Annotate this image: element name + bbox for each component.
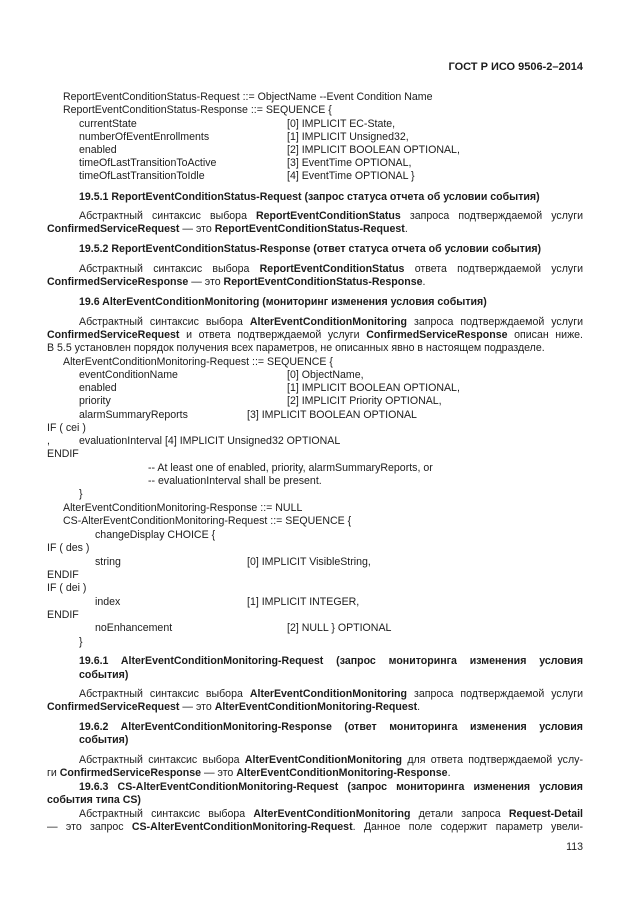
asn1-conditional: ENDIF — [47, 569, 79, 581]
asn1-field-name: enabled — [79, 382, 117, 394]
text-run: Абстрактный синтаксис выбора — [79, 754, 245, 766]
asn1-field-type: [1] IMPLICIT BOOLEAN OPTIONAL, — [287, 382, 460, 394]
term-bold: AlterEventConditionMonitoring — [249, 316, 407, 328]
term-bold: CS-AlterEventConditionMonitoring-Request — [131, 821, 353, 833]
text-run: и ответа подтверждаемой услуги — [179, 329, 367, 341]
text-run: для ответа подтверждаемой услу- — [402, 754, 583, 766]
paragraph-line — [47, 767, 451, 780]
asn1-field-type: [4] EventTime OPTIONAL } — [287, 170, 415, 182]
asn1-line: CS-AlterEventConditionMonitoring-Request ::= SEQUENCE { — [63, 515, 352, 527]
paragraph-line — [79, 316, 583, 329]
asn1-conditional: ENDIF — [47, 609, 79, 621]
term-bold: ConfirmedServiceRequest — [47, 329, 180, 341]
term-bold: ConfirmedServiceRequest — [47, 701, 180, 713]
asn1-conditional: IF ( dei ) — [47, 582, 87, 594]
text-run: — это запрос — [47, 821, 132, 833]
paragraph-line — [79, 210, 583, 223]
section-heading-19-6: 19.6 AlterEventConditionMonitoring (мониторинг изменения условия события) — [79, 296, 487, 308]
text-run: . — [417, 701, 421, 713]
term-bold: ConfirmedServiceResponse — [366, 329, 508, 341]
term-bold: ConfirmedServiceRequest — [47, 223, 180, 235]
term-bold: AlterEventConditionMonitoring — [249, 688, 407, 700]
section-heading-19-6-1: 19.6.1 AlterEventConditionMonitoring-Request (запрос мониторинга изменения условия — [79, 655, 583, 667]
paragraph-line — [79, 754, 583, 767]
asn1-field-name: enabled — [79, 144, 117, 156]
asn1-comment: -- evaluationInterval shall be present. — [148, 475, 322, 487]
asn1-field-name: alarmSummaryReports — [79, 409, 188, 421]
asn1-field-type: [0] IMPLICIT EC-State, — [287, 118, 396, 130]
text-run: описан ниже. — [507, 329, 583, 341]
text-run: — это — [179, 223, 215, 235]
asn1-line: AlterEventConditionMonitoring-Request ::= SEQUENCE { — [63, 356, 333, 368]
paragraph-line — [47, 821, 583, 834]
asn1-brace: } — [79, 488, 83, 500]
text-run: — это — [201, 767, 237, 779]
text-run: ги — [47, 767, 60, 779]
document-header-id: ГОСТ Р ИСО 9506-2–2014 — [448, 61, 583, 73]
term-bold: ConfirmedServiceResponse — [47, 276, 189, 288]
text-run: запроса подтверждаемой услуги — [406, 688, 583, 700]
asn1-line: AlterEventConditionMonitoring-Response ::= NULL — [63, 502, 303, 514]
term-bold: ReportEventConditionStatus — [259, 263, 405, 275]
paragraph-line — [79, 688, 583, 701]
section-heading-19-5-2: 19.5.2 ReportEventConditionStatus-Response (ответ статуса отчета об условии события) — [79, 243, 542, 255]
term-bold: ReportEventConditionStatus-Request — [214, 223, 405, 235]
page-number: 113 — [566, 841, 583, 853]
asn1-field-type: [2] IMPLICIT Priority OPTIONAL, — [287, 395, 442, 407]
text-run: Абстрактный синтаксис выбора — [79, 808, 254, 820]
asn1-field-name: index — [95, 596, 121, 608]
text-run: . — [422, 276, 426, 288]
asn1-field-type: [0] IMPLICIT VisibleString, — [247, 556, 371, 568]
term-bold: AlterEventConditionMonitoring — [244, 754, 403, 766]
text-run: детали запроса — [410, 808, 509, 820]
text-run: Абстрактный синтаксис выбора — [79, 316, 250, 328]
asn1-field-type: [1] IMPLICIT INTEGER, — [247, 596, 360, 608]
asn1-field-name: eventConditionName — [79, 369, 178, 381]
section-heading-19-6-1-cont: события) — [79, 669, 129, 681]
asn1-conditional: IF ( cei ) — [47, 422, 86, 434]
asn1-field-name: currentState — [79, 118, 137, 130]
asn1-field-def: evaluationInterval [4] IMPLICIT Unsigned32 OPTIONAL — [79, 435, 341, 447]
paragraph-line — [79, 263, 583, 276]
term-bold: AlterEventConditionMonitoring-Request — [214, 701, 418, 713]
text-run: В 5.5 установлен порядок получения всех параметров, не описанных явно в настоящем подразделе. — [47, 342, 545, 354]
text-run: ответа подтверждаемой услуги — [404, 263, 583, 275]
paragraph-line — [47, 329, 583, 342]
section-heading-19-5-1: 19.5.1 ReportEventConditionStatus-Request (запрос статуса отчета об условии события) — [79, 191, 540, 203]
asn1-brace: } — [79, 636, 83, 648]
text-run: Абстрактный синтаксис выбора — [79, 263, 260, 275]
text-run: — это — [179, 701, 215, 713]
asn1-separator: , — [47, 435, 50, 447]
asn1-comment: -- At least one of enabled, priority, alarmSummaryReports, or — [148, 462, 433, 474]
text-run: запроса подтверждаемой услуги — [400, 210, 583, 222]
asn1-field-type: [3] IMPLICIT BOOLEAN OPTIONAL — [247, 409, 417, 421]
term-bold: ReportEventConditionStatus-Response — [223, 276, 423, 288]
asn1-field-type: [2] NULL } OPTIONAL — [287, 622, 392, 634]
text-run: Абстрактный синтаксис выбора — [79, 688, 250, 700]
asn1-field-name: string — [95, 556, 121, 568]
section-heading-19-6-3-cont: события типа CS) — [47, 794, 141, 806]
asn1-line: changeDisplay CHOICE { — [95, 529, 216, 541]
text-run: Абстрактный синтаксис выбора — [79, 210, 257, 222]
asn1-field-type: [2] IMPLICIT BOOLEAN OPTIONAL, — [287, 144, 460, 156]
asn1-field-name: timeOfLastTransitionToActive — [79, 157, 217, 169]
paragraph-line — [47, 276, 425, 289]
term-bold: AlterEventConditionMonitoring-Response — [236, 767, 448, 779]
asn1-field-type: [0] ObjectName, — [287, 369, 364, 381]
text-run: . Данное поле содержит параметр увели- — [352, 821, 583, 833]
asn1-conditional: IF ( des ) — [47, 542, 90, 554]
section-heading-19-6-2-cont: события) — [79, 734, 129, 746]
asn1-field-name: priority — [79, 395, 111, 407]
asn1-field-name: timeOfLastTransitionToIdle — [79, 170, 205, 182]
text-run: запроса подтверждаемой услуги — [406, 316, 583, 328]
term-bold: Request-Detail — [508, 808, 583, 820]
text-run: . — [447, 767, 451, 779]
asn1-line: ReportEventConditionStatus-Response ::= SEQUENCE { — [63, 104, 332, 116]
paragraph-line — [47, 342, 545, 355]
asn1-conditional: ENDIF — [47, 448, 79, 460]
asn1-field-name: noEnhancement — [95, 622, 173, 634]
text-run: — это — [188, 276, 224, 288]
section-heading-19-6-3: 19.6.3 CS-AlterEventConditionMonitoring-Request (запрос мониторинга изменения условия — [79, 781, 583, 793]
section-heading-19-6-2: 19.6.2 AlterEventConditionMonitoring-Response (ответ мониторинга изменения условия — [79, 721, 583, 733]
paragraph-line — [79, 808, 583, 821]
text-run: . — [404, 223, 408, 235]
term-bold: ConfirmedServiceResponse — [59, 767, 202, 779]
term-bold: ReportEventConditionStatus — [256, 210, 401, 222]
asn1-field-name: numberOfEventEnrollments — [79, 131, 210, 143]
term-bold: AlterEventConditionMonitoring — [253, 808, 411, 820]
asn1-line: ReportEventConditionStatus-Request ::= ObjectName --Event Condition Name — [63, 91, 433, 103]
asn1-field-type: [3] EventTime OPTIONAL, — [287, 157, 412, 169]
paragraph-line — [47, 223, 408, 236]
asn1-field-type: [1] IMPLICIT Unsigned32, — [287, 131, 409, 143]
paragraph-line — [47, 701, 420, 714]
